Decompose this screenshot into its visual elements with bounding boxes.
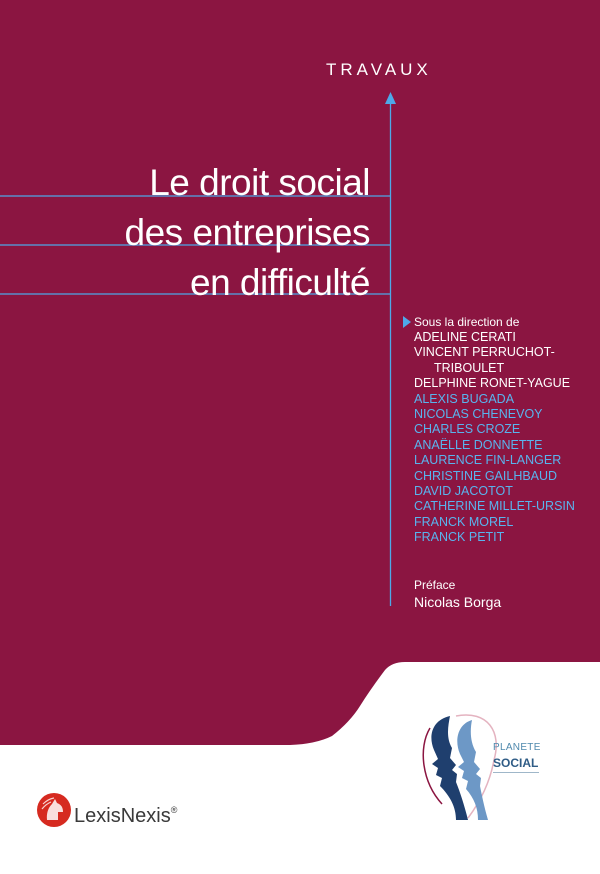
title-line-1: Le droit social: [149, 162, 370, 203]
direction-label: Sous la direction de: [414, 315, 520, 329]
series-name: TRAVAUX: [326, 60, 432, 79]
right-arrow-icon: [403, 316, 411, 328]
contributor-name: DAVID JACOTOT: [414, 484, 513, 499]
lexisnexis-knight-icon: [36, 792, 72, 828]
contributor-name: NICOLAS CHENEVOY: [414, 407, 543, 422]
title-line-3: en difficulté: [190, 262, 370, 303]
contributor-name: CHRISTINE GAILHBAUD: [414, 468, 558, 483]
author-list: [414, 330, 575, 546]
contributor-name: LAURENCE FIN-LANGER: [414, 453, 562, 468]
contributor-name: ALEXIS BUGADA: [414, 391, 515, 406]
collection-name-line1: PLANETE: [493, 742, 541, 753]
contributor-name: FRANCK MOREL: [414, 514, 514, 529]
author-name: DELPHINE RONET-YAGUE: [414, 376, 571, 391]
preface-label: Préface: [414, 578, 456, 592]
author-name: VINCENT PERRUCHOT-: [414, 345, 555, 360]
title-line-2: des entreprises: [124, 212, 370, 253]
author-name: ADELINE CERATI: [414, 330, 516, 344]
preface-author: Nicolas Borga: [414, 594, 502, 610]
collection-name-line2: SOCIAL: [493, 756, 539, 770]
up-arrow-icon: [385, 92, 396, 104]
two-profile-faces-icon: [410, 712, 505, 822]
book-title: [125, 158, 370, 308]
publisher-logo-text: LexisNexis®: [74, 805, 178, 827]
contributor-name: CATHERINE MILLET-URSIN: [414, 499, 575, 514]
contributor-name: ANAËLLE DONNETTE: [414, 437, 543, 452]
author-name-continued: TRIBOULET: [434, 360, 505, 375]
registered-mark: ®: [170, 805, 178, 815]
contributor-name: CHARLES CROZE: [414, 422, 521, 437]
contributor-name: FRANCK PETIT: [414, 530, 505, 545]
collection-rule: [493, 772, 539, 773]
